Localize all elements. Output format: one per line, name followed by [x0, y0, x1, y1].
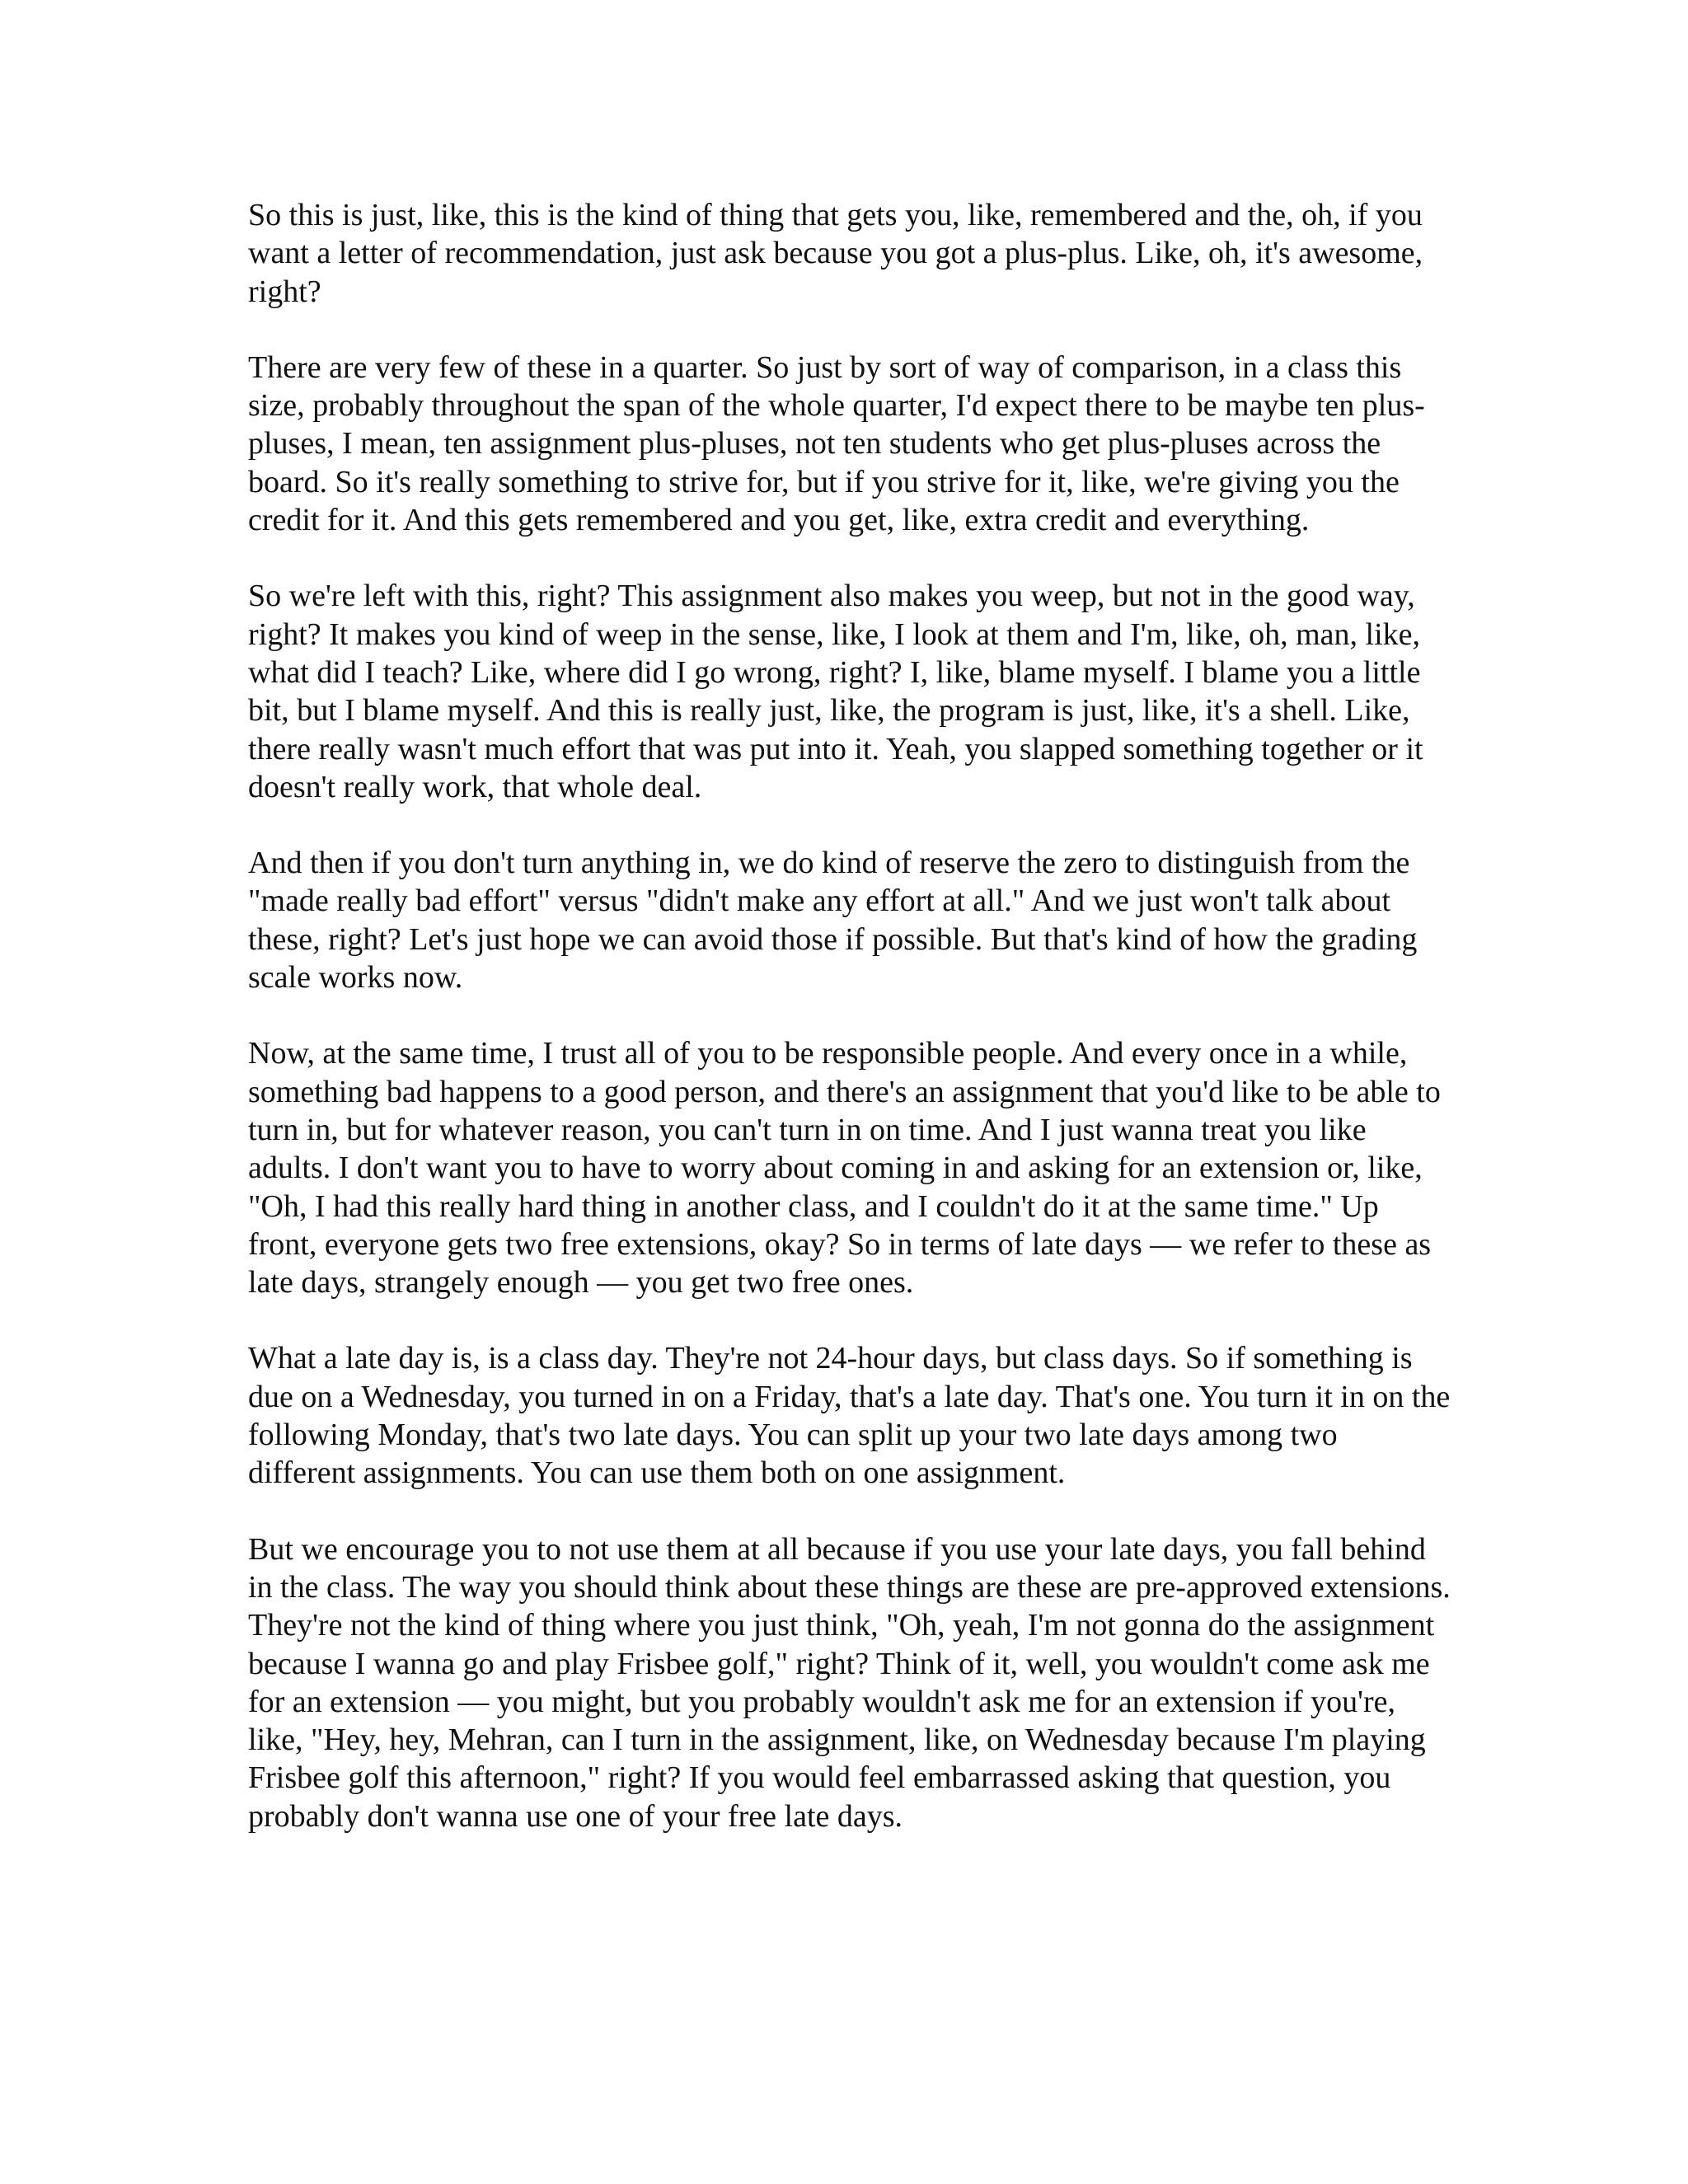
paragraph-2: There are very few of these in a quarter. So just by sort of way of comparison, in a class this size, probably throughout the span of the whole quarter, I'd expect there to be maybe ten plus-pluses, I mean, ten assignment plus-pluses, not ten students who get plus-pluses across the board. So it's really something to strive for, but if you strive for it, like, we're giving you the credit for it. And this gets remembered and you get, like, extra credit and everything. [248, 349, 1425, 538]
paragraph-7: But we encourage you to not use them at all because if you use your late days, you fall behind in the class. The way you should think about these things are these are pre-approved extensions. They're not the kind of thing where you just think, "Oh, yeah, I'm not gonna do the assignment because I wanna go and play Frisbee golf," right? Think of it, well, you wouldn't come ask me for an extension — you might, but you probably wouldn't ask me for an extension if you're, like, "Hey, hey, Mehran, can I turn in the assignment, like, on Wednesday because I'm playing Frisbee golf this afternoon," right? If you would feel embarrassed asking that question, you probably don't wanna use one of your free late days. [248, 1531, 1451, 1834]
paragraph-5: Now, at the same time, I trust all of you to be responsible people. And every once in a while, something bad happens to a good person, and there's an assignment that you'd like to be able to turn in, but for whatever reason, you can't turn in on time. And I just wanna treat you like adults. I don't want you to have to worry about coming in and asking for an extension or, like, "Oh, I had this really hard thing in another class, and I couldn't do it at the same time." Up front, everyone gets two free extensions, okay? So in terms of late days — we refer to these as late days, strangely enough — you get two free ones. [248, 1036, 1441, 1301]
document-body [248, 196, 1451, 1835]
paragraph-4: And then if you don't turn anything in, we do kind of reserve the zero to distinguish from the "made really bad effort" versus "didn't make any effort at all." And we just won't talk about these, right? Let's just hope we can avoid those if possible. But that's kind of how the grading scale works now. [248, 846, 1418, 996]
paragraph-6: What a late day is, is a class day. They're not 24-hour days, but class days. So if something is due on a Wednesday, you turned in on a Friday, that's a late day. That's one. You turn it in on the following Monday, that's two late days. You can split up your two late days among two different assignments. You can use them both on one assignment. [248, 1341, 1451, 1491]
paragraph-1: So this is just, like, this is the kind of thing that gets you, like, remembered and the, oh, if you want a letter of recommendation, just ask because you got a plus-plus. Like, oh, it's awesome, right? [248, 198, 1423, 309]
paragraph-3: So we're left with this, right? This assignment also makes you weep, but not in the good way, right? It makes you kind of weep in the sense, like, I look at them and I'm, like, oh, man, like, what did I teach? Like, where did I go wrong, right? I, like, blame myself. I blame you a little bit, but I blame myself. And this is really just, like, the program is just, like, it's a shell. Like, there really wasn't much effort that was put into it. Yeah, you slapped something together or it doesn't really work, that whole deal. [248, 579, 1423, 804]
